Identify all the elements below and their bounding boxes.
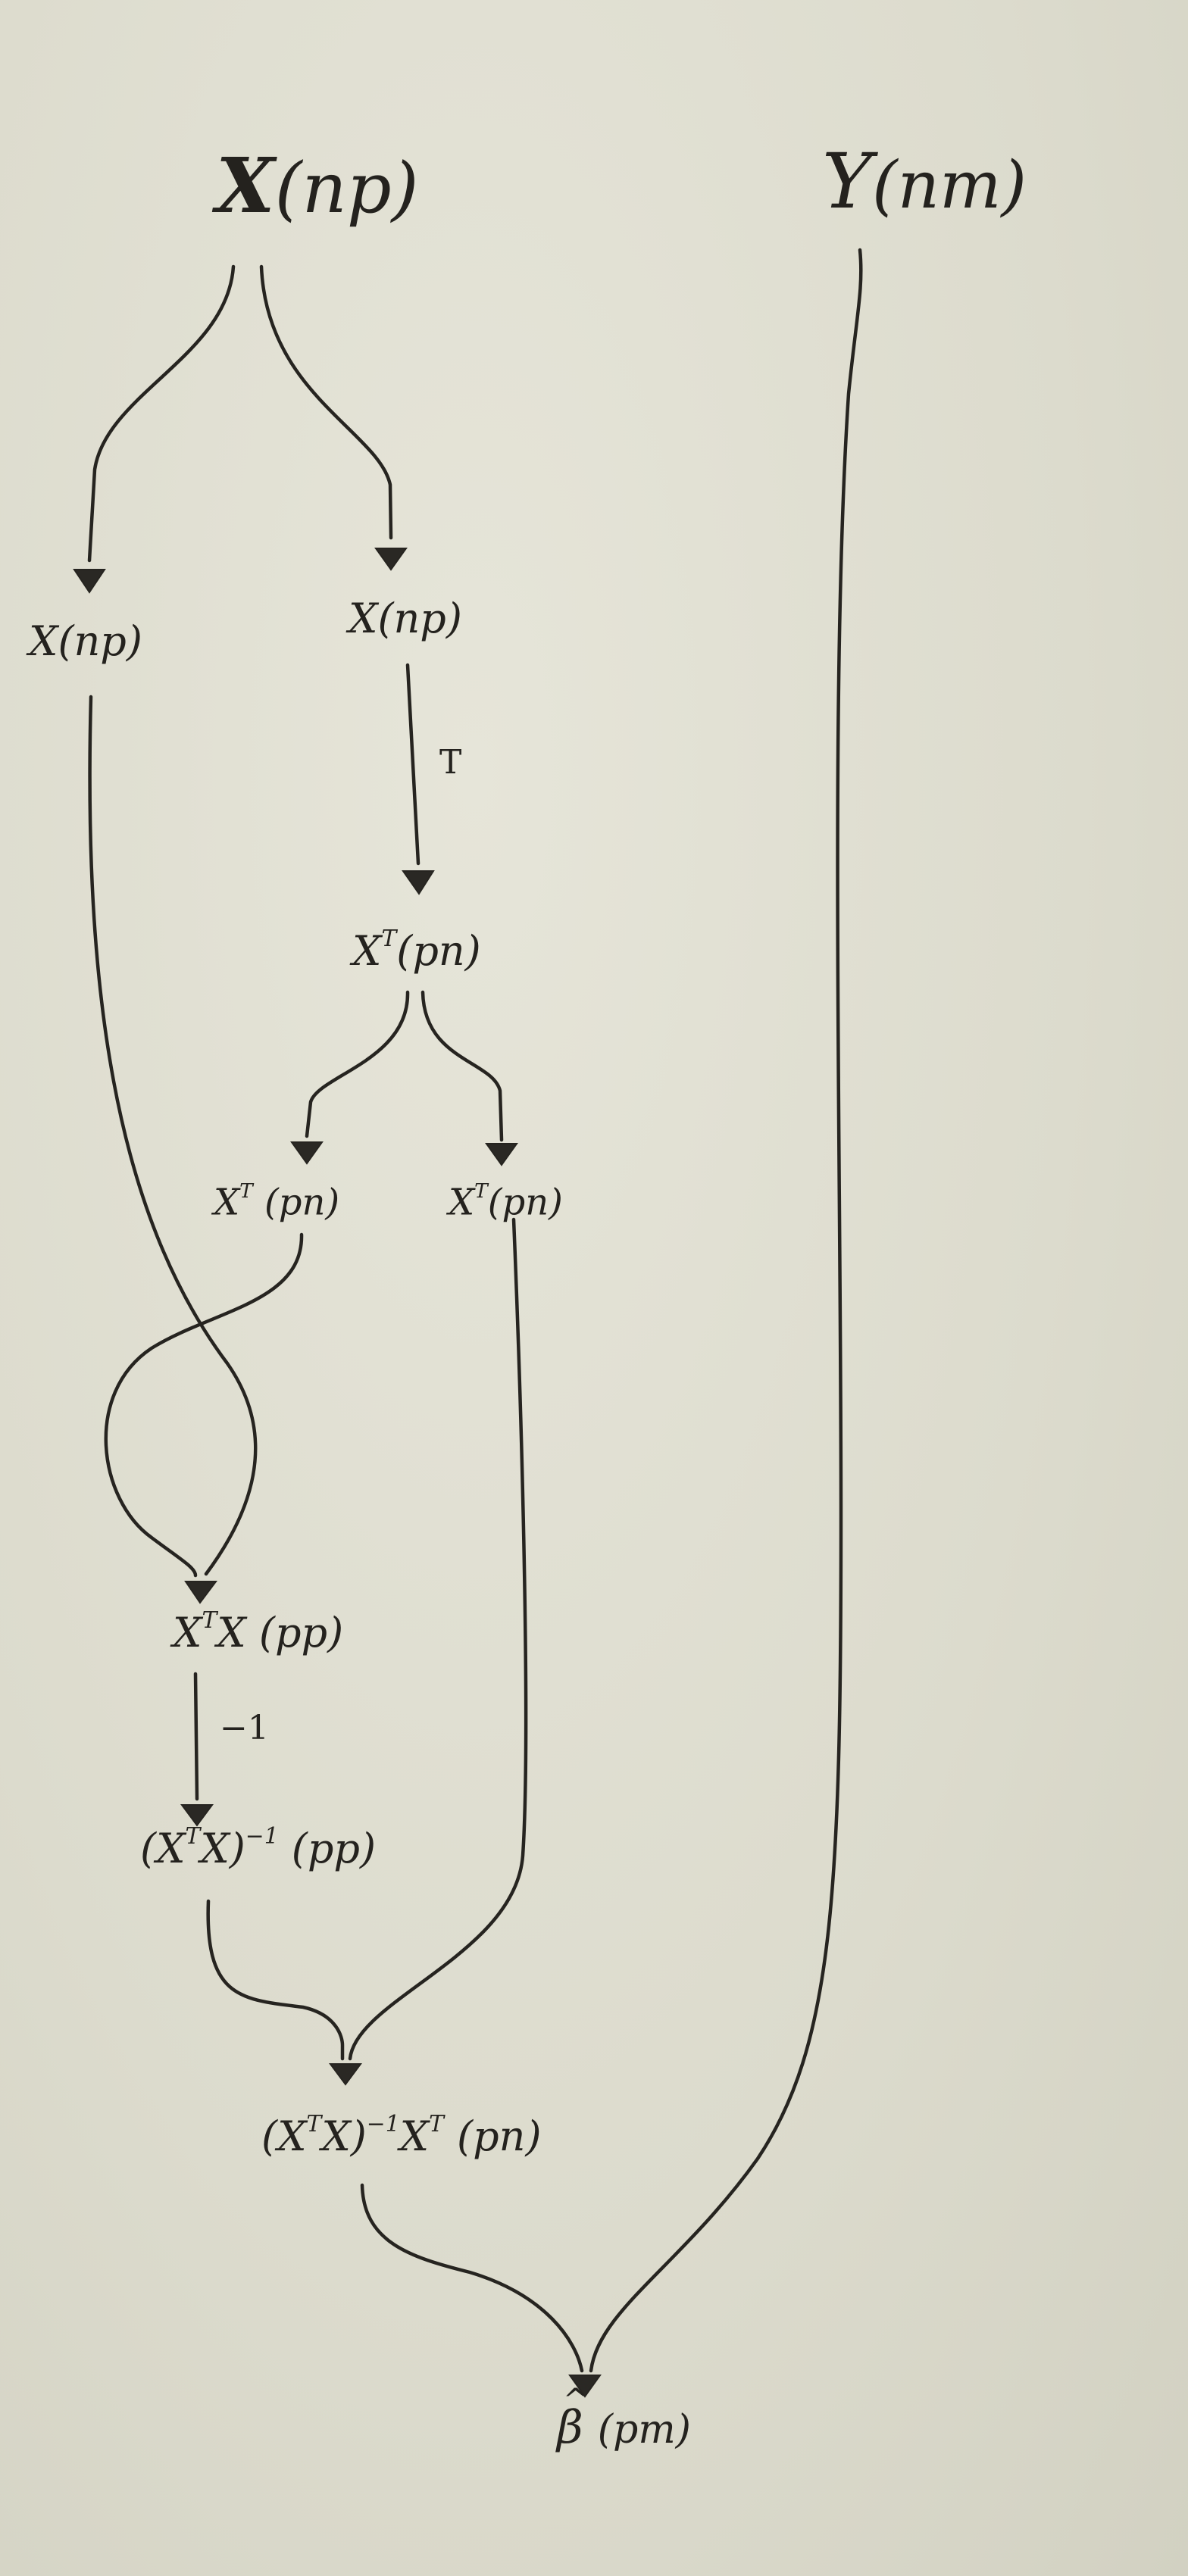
node-xt-right-dim: (pn) <box>487 1181 563 1224</box>
arrowhead-inverse <box>182 1805 212 1825</box>
node-x-right-symbol: X <box>349 595 378 642</box>
node-x-left-symbol: X <box>29 617 58 665</box>
op-inverse: −1 <box>220 1709 269 1747</box>
node-x-left-dim: (np) <box>58 617 142 665</box>
node-y-top-dim: (nm) <box>872 148 1027 223</box>
node-projection-close: X) <box>321 2112 367 2161</box>
node-xtx-inverse-sup2: −1 <box>245 1823 279 1850</box>
node-xtx-sup: T <box>202 1607 217 1634</box>
node-x-top <box>216 141 419 230</box>
edge-x-right-to-xt <box>408 665 418 863</box>
arrowhead-xtx <box>186 1582 216 1603</box>
node-y-top-symbol: Y <box>822 137 873 226</box>
node-xt-right <box>449 1179 563 1224</box>
edge-inverse-to-proj <box>208 1901 342 2059</box>
node-projection-dim: (pn) <box>457 2112 542 2161</box>
node-beta <box>557 2401 691 2454</box>
node-projection-sup: T <box>306 2111 322 2137</box>
arrowhead-proj <box>330 2064 361 2084</box>
node-x-left <box>29 617 142 665</box>
edge-xt-left-to-xtx <box>106 1235 302 1575</box>
edge-xt-to-xt-right <box>423 992 502 1140</box>
node-x-top-symbol: X <box>216 141 275 230</box>
node-xtx-dim: (pp) <box>258 1609 344 1657</box>
node-xt-symbol: X <box>352 927 382 976</box>
edge-xt-to-xt-left <box>307 992 408 1136</box>
edge-xt-right-to-proj <box>350 1219 526 2059</box>
edge-proj-to-beta <box>362 2185 582 2371</box>
node-xtx <box>173 1607 344 1657</box>
node-projection-sup3: T <box>429 2111 444 2137</box>
node-xt-right-symbol: X <box>449 1181 475 1224</box>
node-projection-sup2: −1 <box>366 2111 400 2137</box>
edge-x-to-x-left <box>89 267 233 560</box>
arrowhead-xt-left <box>292 1142 322 1163</box>
node-projection-open: (X <box>261 2112 307 2161</box>
node-xtx-symbol: X <box>173 1609 202 1657</box>
node-xt-sup: T <box>381 926 397 952</box>
node-x-right <box>349 595 462 642</box>
op-transpose: T <box>439 743 462 782</box>
node-xt-left-symbol: X <box>214 1181 240 1224</box>
node-beta-symbol: ^ β <box>557 2405 583 2450</box>
node-projection <box>261 2111 542 2161</box>
node-y-top <box>822 137 1027 226</box>
node-xtx-inverse-dim: (pp) <box>291 1825 377 1873</box>
node-x-right-dim: (np) <box>377 595 462 642</box>
node-xt-left-dim: (pn) <box>264 1181 340 1224</box>
node-xtx-inverse <box>140 1823 377 1873</box>
edge-y-to-beta <box>591 250 861 2371</box>
node-xt-left <box>214 1179 340 1224</box>
arrowhead-xt-right <box>486 1144 517 1165</box>
node-xt-dim: (pn) <box>396 927 481 976</box>
node-projection-symbol3: X <box>399 2112 430 2161</box>
node-xt <box>352 926 481 976</box>
edge-x-left-to-xtx <box>90 697 256 1574</box>
arrowhead-x-right <box>376 548 406 570</box>
node-beta-dim: (pm) <box>597 2407 691 2453</box>
node-xtx-inverse-open: (X <box>140 1825 186 1873</box>
node-xt-right-sup: T <box>474 1179 488 1203</box>
node-xtx-inverse-sup: T <box>185 1823 201 1850</box>
arrowhead-x-left <box>74 570 105 592</box>
node-x-top-dim: (np) <box>274 148 419 229</box>
edge-x-to-x-right <box>261 267 391 538</box>
node-xtx-symbol2: X <box>217 1609 246 1657</box>
arrowhead-xt <box>403 871 433 894</box>
edge-xtx-to-inverse <box>195 1674 197 1799</box>
node-xtx-inverse-close: X) <box>200 1825 245 1873</box>
node-xt-left-sup: T <box>239 1179 253 1203</box>
